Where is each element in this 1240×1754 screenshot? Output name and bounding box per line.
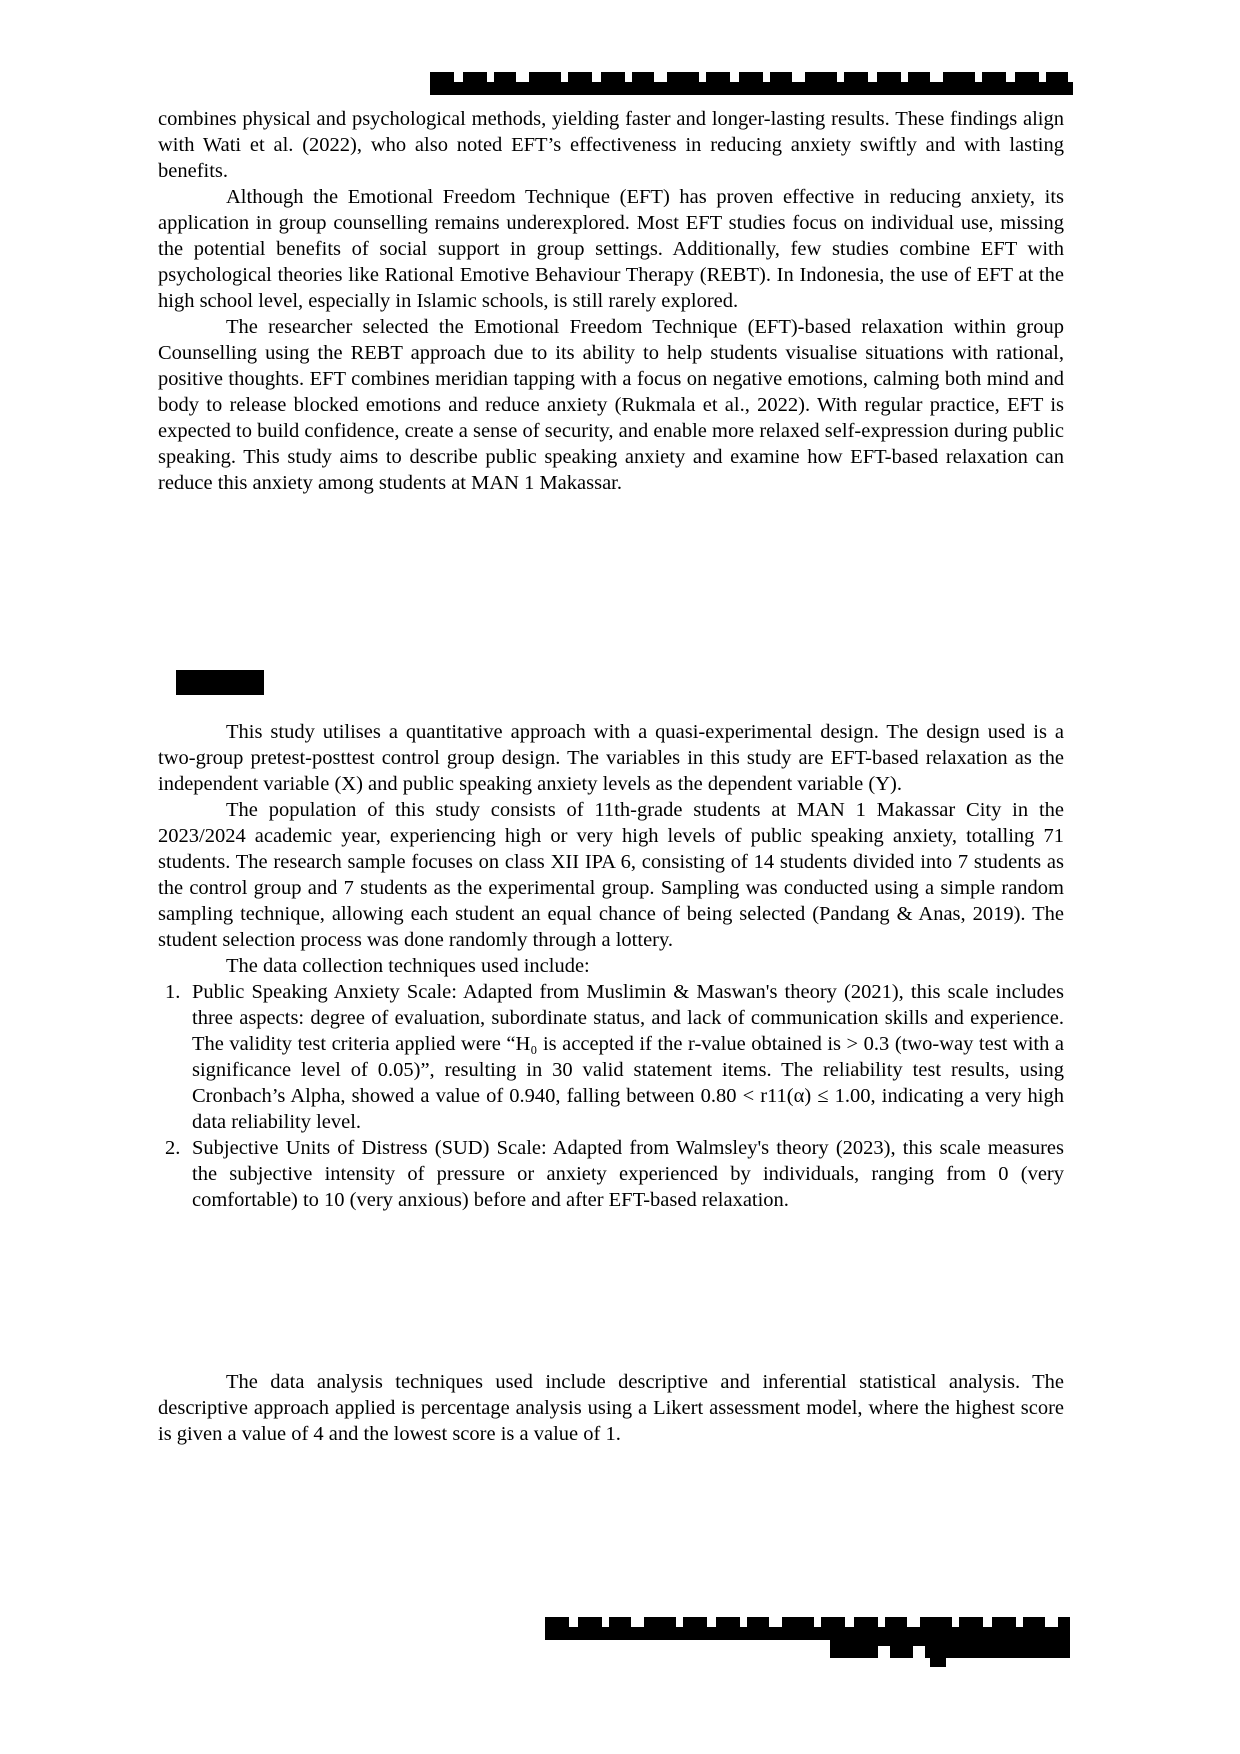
method-text-block: [158, 719, 1064, 1213]
paragraph-analysis: The data analysis techniques used include descriptive and inferential statistical analysis. The descriptive approach applied is percentage analysis using a Likert assessment model, where the highest score is given a value of 4 and the lowest score is a value of 1.: [158, 1371, 1064, 1445]
redacted-footer-bar-2: [830, 1640, 1070, 1658]
redaction-bar: [430, 82, 1073, 95]
redaction-gap: [878, 1646, 890, 1658]
list-item: [158, 1135, 1064, 1213]
list-item: [158, 979, 1064, 1135]
redaction-descender: [930, 1658, 946, 1667]
intro-text-block: [158, 106, 1064, 496]
paragraph-design: This study utilises a quantitative approach with a quasi-experimental design. The design used is a two-group pretest-posttest control group design. The variables in this study are EFT-based relaxation as the independent variable (X) and public speaking anxiety levels as the dependent variable (Y).: [158, 721, 1064, 795]
list-item-number: 1.: [165, 981, 181, 1003]
list-item-text: Subjective Units of Distress (SUD) Scale: Adapted from Walmsley's theory (2023), this scale measures the subjective intensity of pressure or anxiety experienced by individuals, ranging from 0 (very comfortable) to 10 (very anxious) before and after EFT-based relaxation.: [192, 1137, 1064, 1211]
redaction-bar: [545, 1627, 1070, 1640]
paragraph-researcher: The researcher selected the Emotional Freedom Technique (EFT)-based relaxation within group Counselling using the REBT approach due to its ability to help students visualise situations with rational, positive thoughts. EFT combines meridian tapping with a focus on negative emotions, calming both mind and body to release blocked emotions and reduce anxiety (Rukmala et al., 2022). With regular practice, EFT is expected to build confidence, create a sense of security, and enable more relaxed self-expression during public speaking. This study aims to describe public speaking anxiety and examine how EFT-based relaxation can reduce this anxiety among students at MAN 1 Makassar.: [158, 316, 1064, 494]
redaction-jagged-edge: [430, 72, 1073, 82]
paragraph-although: Although the Emotional Freedom Technique (EFT) has proven effective in reducing anxiety, its application in group counselling remains underexplored. Most EFT studies focus on individual use, missing the potential benefits of social support in group settings. Additionally, few studies combine EFT with psychological theories like Rational Emotive Behaviour Therapy (REBT). In Indonesia, the use of EFT at the high school level, especially in Islamic schools, is still rarely explored.: [158, 186, 1064, 312]
analysis-text-block: [158, 1369, 1064, 1447]
redacted-section-heading: [176, 670, 264, 695]
redaction-gap: [913, 1646, 925, 1658]
paragraph-collection-intro: The data collection techniques used include:: [226, 955, 590, 977]
paragraph-population: The population of this study consists of 11th-grade students at MAN 1 Makassar City in the 2023/2024 academic year, experiencing high or very high levels of public speaking anxiety, totalling 71 students. The research sample focuses on class XII IPA 6, consisting of 14 students divided into 7 students as the control group and 7 students as the experimental group. Sampling was conducted using a simple random sampling technique, allowing each student an equal chance of being selected (Pandang & Anas, 2019). The student selection process was done randomly through a lottery.: [158, 799, 1064, 951]
redaction-jagged-edge: [545, 1617, 1070, 1627]
list-item-text: Public Speaking Anxiety Scale: Adapted from Muslimin & Maswan's theory (2021), this scale includes three aspects: degree of evaluation, subordinate status, and lack of communication skills and experience. The validity test criteria applied were “H₀ is accepted if the r-value obtained is > 0.3 (two-way test with a significance level of 0.05)”, resulting in 30 valid statement items. The reliability test results, using Cronbach’s Alpha, showed a value of 0.940, falling between 0.80 < r11(α) ≤ 1.00, indicating a very high data reliability level.: [192, 981, 1064, 1133]
paragraph-continued: combines physical and psychological methods, yielding faster and longer-lasting results. These findings align with Wati et al. (2022), who also noted EFT’s effectiveness in reducing anxiety swiftly and with lasting benefits.: [158, 108, 1064, 182]
list-item-number: 2.: [165, 1137, 181, 1159]
redacted-footer-bar-1: [545, 1617, 1070, 1640]
redacted-header-bar: [430, 72, 1073, 95]
